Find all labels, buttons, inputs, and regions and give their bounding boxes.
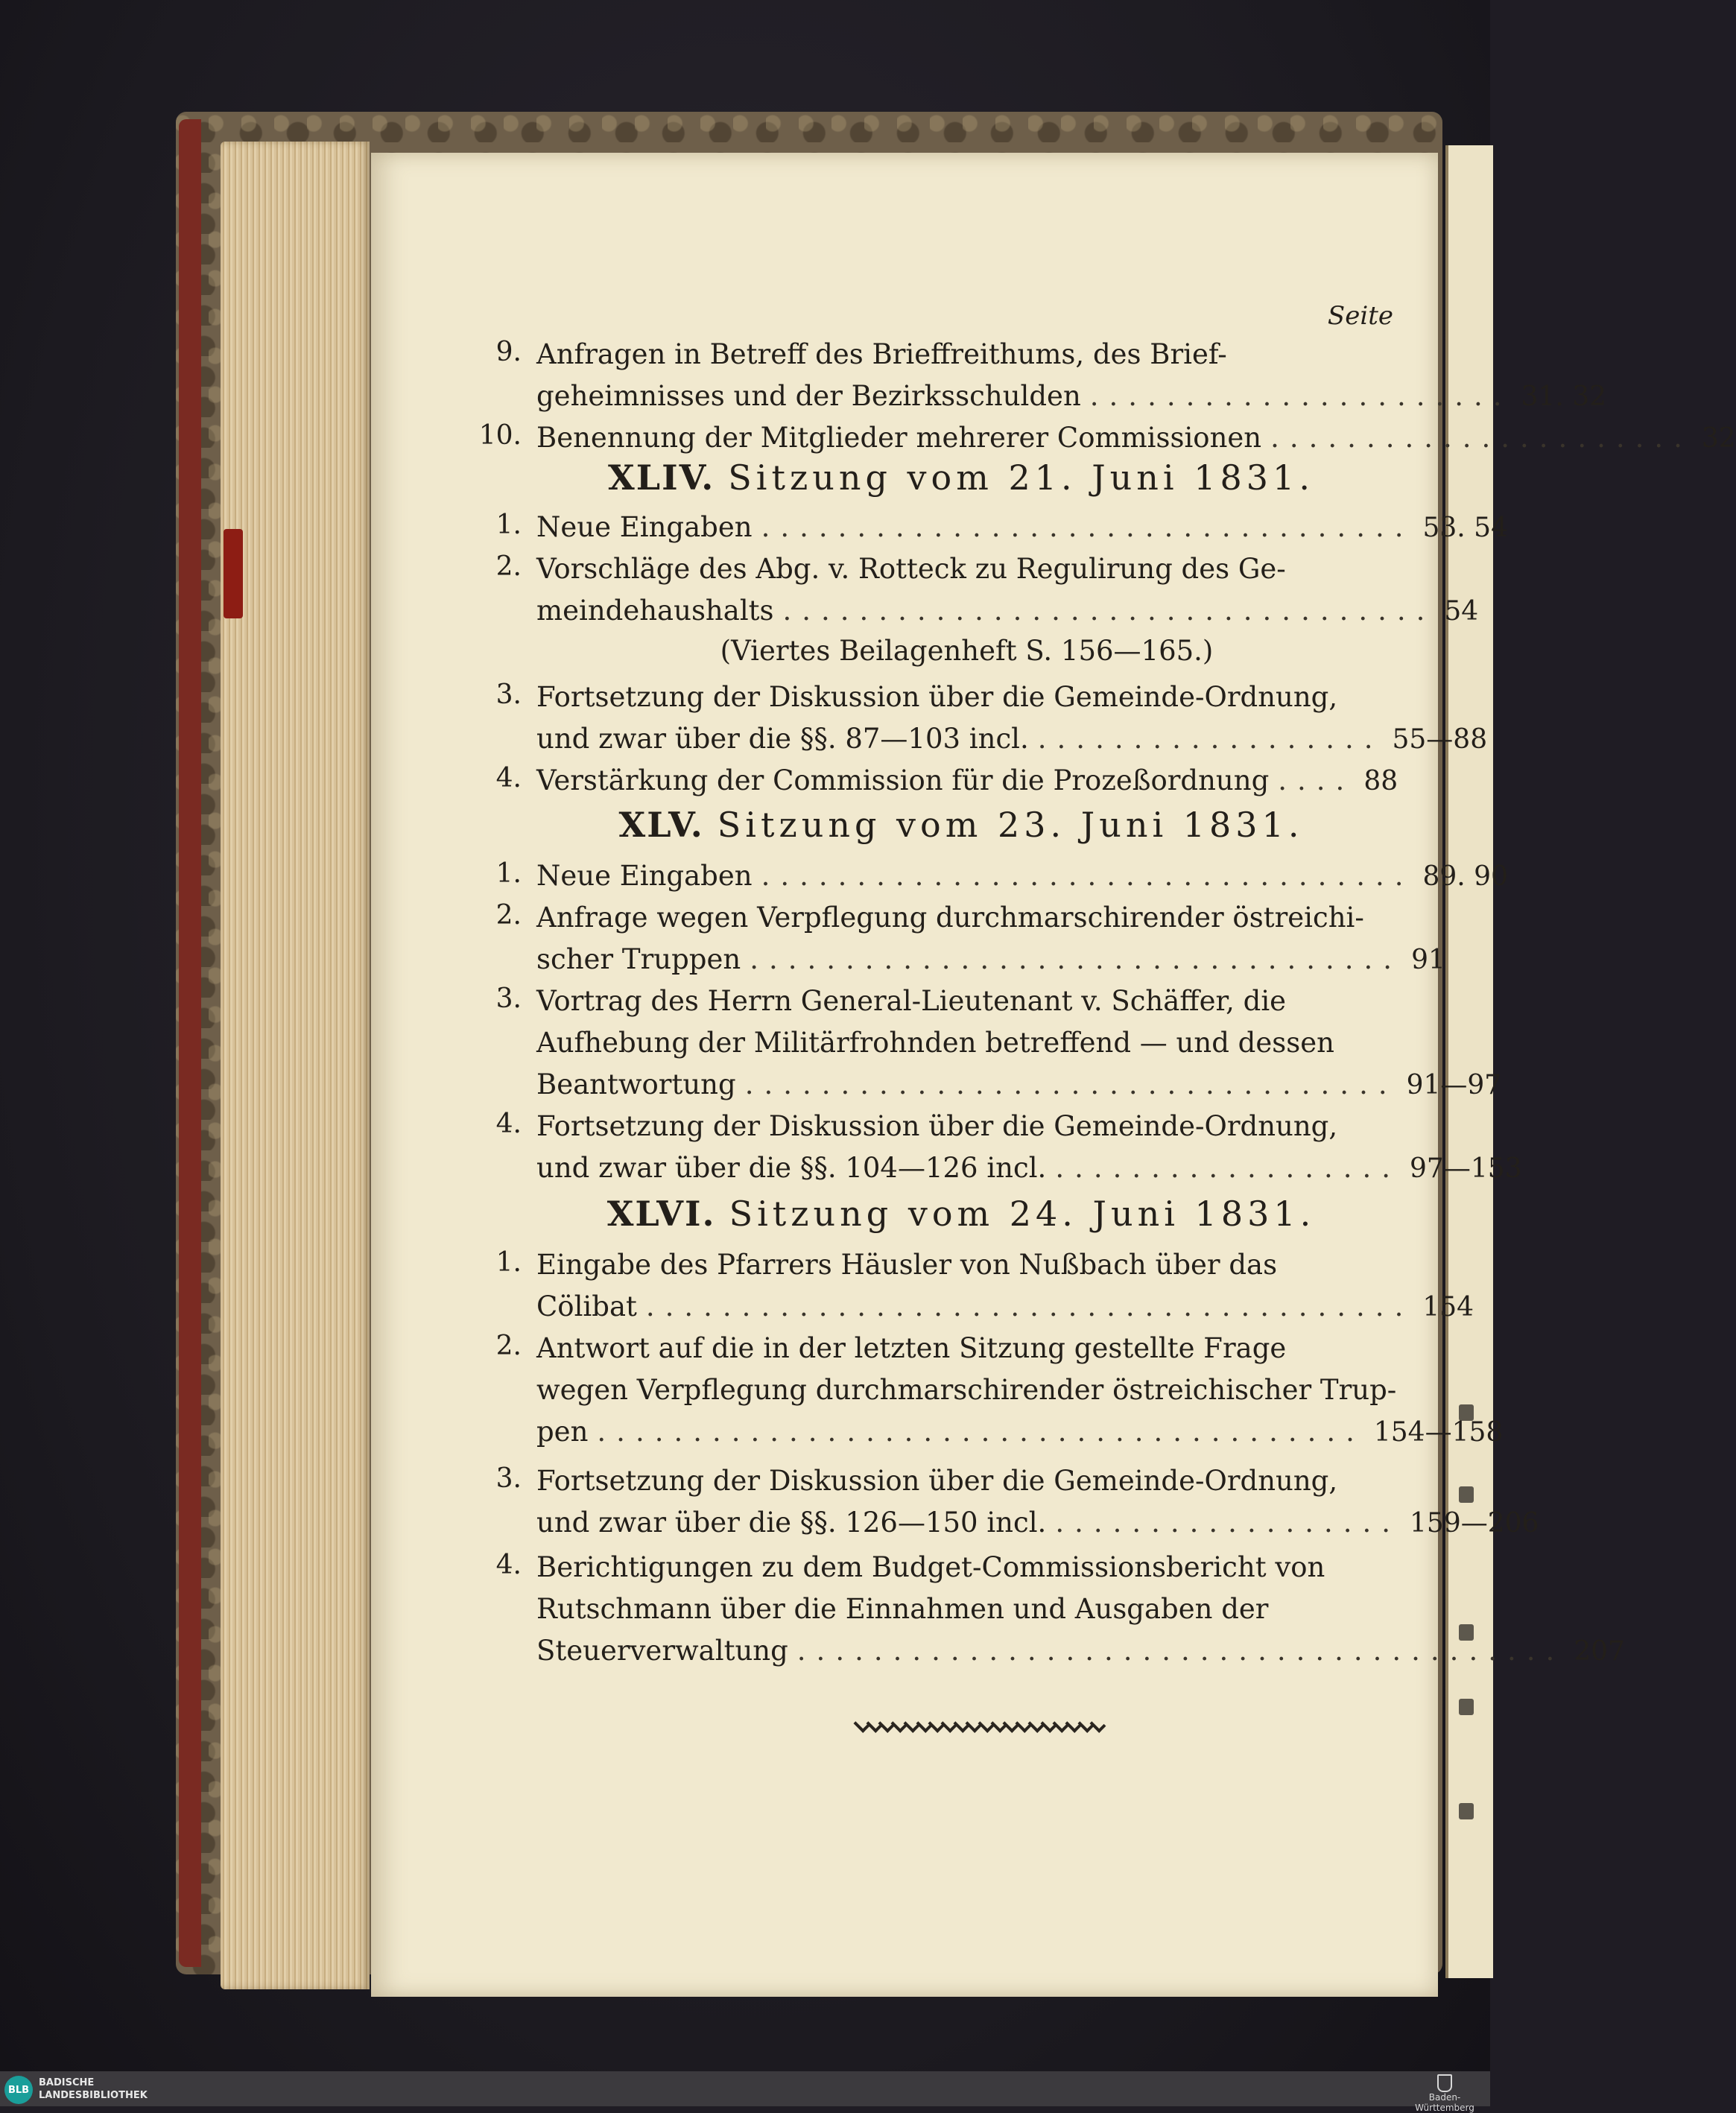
toc-entry-continuation bbox=[536, 1588, 1397, 1630]
session-heading bbox=[522, 1194, 1401, 1234]
toc-entry-continuation bbox=[536, 1286, 1474, 1328]
dot-leader: .................................. bbox=[761, 511, 1414, 543]
entry-text: Vortrag des Herrn General-Lieutenant v. Schäffer, die bbox=[536, 985, 1287, 1017]
entry-page: 55—88 bbox=[1392, 724, 1488, 755]
toc-entry bbox=[495, 897, 1397, 939]
session-roman: XLVI. bbox=[606, 1194, 716, 1234]
library-name: BADISCHE LANDESBIBLIOTHEK bbox=[39, 2077, 148, 2101]
entry-page: 154 bbox=[1422, 1292, 1474, 1322]
library-logo: BLB bbox=[4, 2076, 33, 2104]
entry-text: Rutschmann über die Einnahmen und Ausgaben der bbox=[536, 1593, 1269, 1625]
entry-text: Vorschläge des Abg. v. Rotteck zu Regulirung des Ge- bbox=[536, 553, 1286, 585]
footer-bar bbox=[0, 2071, 1490, 2106]
entry-page: 97—153 bbox=[1410, 1153, 1522, 1184]
session-heading bbox=[522, 457, 1401, 498]
toc-entry-continuation bbox=[536, 1147, 1522, 1189]
entry-number: 4. bbox=[495, 1550, 522, 1580]
entry-page: 31. 32 bbox=[1521, 381, 1607, 412]
session-title: Sitzung vom 24. Juni 1831. bbox=[729, 1194, 1316, 1234]
entry-text: Verstärkung der Commission für die Prozeßordnung bbox=[536, 764, 1270, 796]
dot-leader: ........................................ bbox=[645, 1290, 1414, 1322]
entry-number: 1. bbox=[495, 510, 522, 540]
toc-entry bbox=[495, 855, 1508, 897]
entry-page: 154—158 bbox=[1373, 1417, 1504, 1448]
toc-entry bbox=[495, 1106, 1397, 1147]
toc-entry-continuation bbox=[536, 939, 1445, 981]
entry-text: scher Truppen bbox=[536, 943, 741, 975]
entry-page: 54 bbox=[1444, 596, 1479, 627]
toc-entry bbox=[495, 1460, 1397, 1502]
entry-number: 4. bbox=[495, 763, 522, 793]
toc-entry-continuation bbox=[536, 590, 1479, 632]
dot-leader: ...................... bbox=[1089, 380, 1512, 412]
region-mark: Baden-Württemberg bbox=[1401, 2074, 1489, 2113]
entry-text: Berichtigungen zu dem Budget-Commissionsbericht von bbox=[536, 1551, 1325, 1583]
entry-number: 1. bbox=[495, 1247, 522, 1278]
toc-entry bbox=[495, 1328, 1397, 1369]
entry-number: 2. bbox=[495, 1331, 522, 1361]
entry-text: und zwar über die §§. 126—150 incl. bbox=[536, 1507, 1047, 1539]
toc-entry bbox=[495, 1244, 1397, 1286]
entry-text: Beantwortung bbox=[536, 1068, 736, 1100]
entry-number: 4. bbox=[495, 1109, 522, 1139]
dot-leader: .................. bbox=[1055, 1507, 1401, 1539]
toc-entry-continuation bbox=[536, 376, 1607, 417]
entry-text: Eingabe des Pfarrers Häusler von Nußbach über das bbox=[536, 1249, 1278, 1281]
entry-text: Cölibat bbox=[536, 1290, 637, 1322]
entry-number: 10. bbox=[478, 420, 522, 451]
toc-entry-continuation bbox=[536, 1630, 1625, 1672]
toc-entry-continuation bbox=[536, 1369, 1397, 1411]
entry-text: Anfragen in Betreff des Brieffreithums, des Brief- bbox=[536, 338, 1227, 370]
toc-entry bbox=[495, 507, 1508, 548]
session-heading bbox=[522, 805, 1401, 845]
entry-page: 91—97 bbox=[1406, 1070, 1502, 1100]
session-title: Sitzung vom 21. Juni 1831. bbox=[728, 457, 1314, 498]
dot-leader: ........................................ bbox=[796, 1635, 1565, 1667]
toc-entry bbox=[478, 417, 1736, 459]
toc-entry bbox=[495, 677, 1397, 718]
entry-text: pen bbox=[536, 1416, 589, 1448]
entry-number: 2. bbox=[495, 551, 522, 582]
entry-page: 91 bbox=[1411, 945, 1445, 975]
entry-page: 88 bbox=[1363, 766, 1398, 796]
entry-text: Aufhebung der Militärfrohnden betreffend — und dessen bbox=[536, 1027, 1334, 1059]
toc-entry bbox=[495, 1547, 1397, 1588]
toc-entry bbox=[495, 760, 1398, 802]
dot-leader: ...................... bbox=[1270, 422, 1693, 454]
dot-leader: ........................................ bbox=[597, 1416, 1365, 1448]
toc-entry-continuation bbox=[536, 1022, 1397, 1064]
entry-page: 89. 90 bbox=[1422, 861, 1508, 892]
entry-page: 32 bbox=[1701, 423, 1736, 454]
entry-number: 9. bbox=[495, 337, 522, 367]
entry-number: 3. bbox=[495, 679, 522, 710]
session-title: Sitzung vom 23. Juni 1831. bbox=[717, 805, 1304, 845]
page-column-header: Seite bbox=[1327, 301, 1393, 331]
entry-text: Fortsetzung der Diskussion über die Gemeinde-Ordnung, bbox=[536, 1110, 1338, 1142]
session-roman: XLV. bbox=[618, 805, 704, 845]
entry-text: Fortsetzung der Diskussion über die Gemeinde-Ordnung, bbox=[536, 1465, 1338, 1497]
entry-number: 3. bbox=[495, 1463, 522, 1494]
dot-leader: .................................. bbox=[744, 1068, 1398, 1100]
entry-text: Anfrage wegen Verpflegung durchmarschirender östreichi- bbox=[536, 902, 1364, 934]
dot-leader: .... bbox=[1278, 764, 1355, 796]
toc-entry bbox=[495, 981, 1397, 1022]
toc-entry-continuation bbox=[536, 1064, 1502, 1106]
entry-text: Steuerverwaltung bbox=[536, 1635, 788, 1667]
entry-number: 1. bbox=[495, 858, 522, 889]
entry-text: und zwar über die §§. 87—103 incl. bbox=[536, 723, 1029, 755]
entry-page: 159—206 bbox=[1410, 1508, 1539, 1539]
entry-number: 2. bbox=[495, 900, 522, 931]
coat-of-arms-icon bbox=[1437, 2074, 1452, 2092]
entry-note: (Viertes Beilagenheft S. 156—165.) bbox=[720, 635, 1214, 667]
entry-page: 53. 54 bbox=[1422, 513, 1508, 543]
entry-text: und zwar über die §§. 104—126 incl. bbox=[536, 1152, 1047, 1184]
toc-entry-continuation bbox=[536, 718, 1488, 760]
entry-number: 3. bbox=[495, 983, 522, 1014]
toc-entry bbox=[495, 548, 1397, 590]
dot-leader: .................. bbox=[1037, 723, 1384, 755]
entry-text: Fortsetzung der Diskussion über die Gemeinde-Ordnung, bbox=[536, 681, 1338, 713]
dot-leader: .................. bbox=[1055, 1152, 1401, 1184]
entry-text: Benennung der Mitglieder mehrerer Commissionen bbox=[536, 422, 1262, 454]
entry-text: Neue Eingaben bbox=[536, 511, 753, 543]
entry-text: wegen Verpflegung durchmarschirender östreichischer Trup- bbox=[536, 1374, 1397, 1406]
dot-leader: .................................. bbox=[750, 943, 1403, 975]
end-ornament bbox=[857, 1714, 1103, 1736]
toc-entry-continuation bbox=[536, 1502, 1539, 1544]
toc-entry-continuation bbox=[536, 1411, 1504, 1453]
toc-entry bbox=[495, 334, 1397, 376]
entry-text: meindehaushalts bbox=[536, 595, 774, 627]
entry-text: Antwort auf die in der letzten Sitzung gestellte Frage bbox=[536, 1332, 1287, 1364]
entry-page: 207 bbox=[1574, 1636, 1625, 1667]
session-roman: XLIV. bbox=[608, 457, 715, 498]
dot-leader: .................................. bbox=[782, 595, 1436, 627]
dot-leader: .................................. bbox=[761, 860, 1414, 892]
entry-text: geheimnisses und der Bezirksschulden bbox=[536, 380, 1081, 412]
entry-text: Neue Eingaben bbox=[536, 860, 753, 892]
